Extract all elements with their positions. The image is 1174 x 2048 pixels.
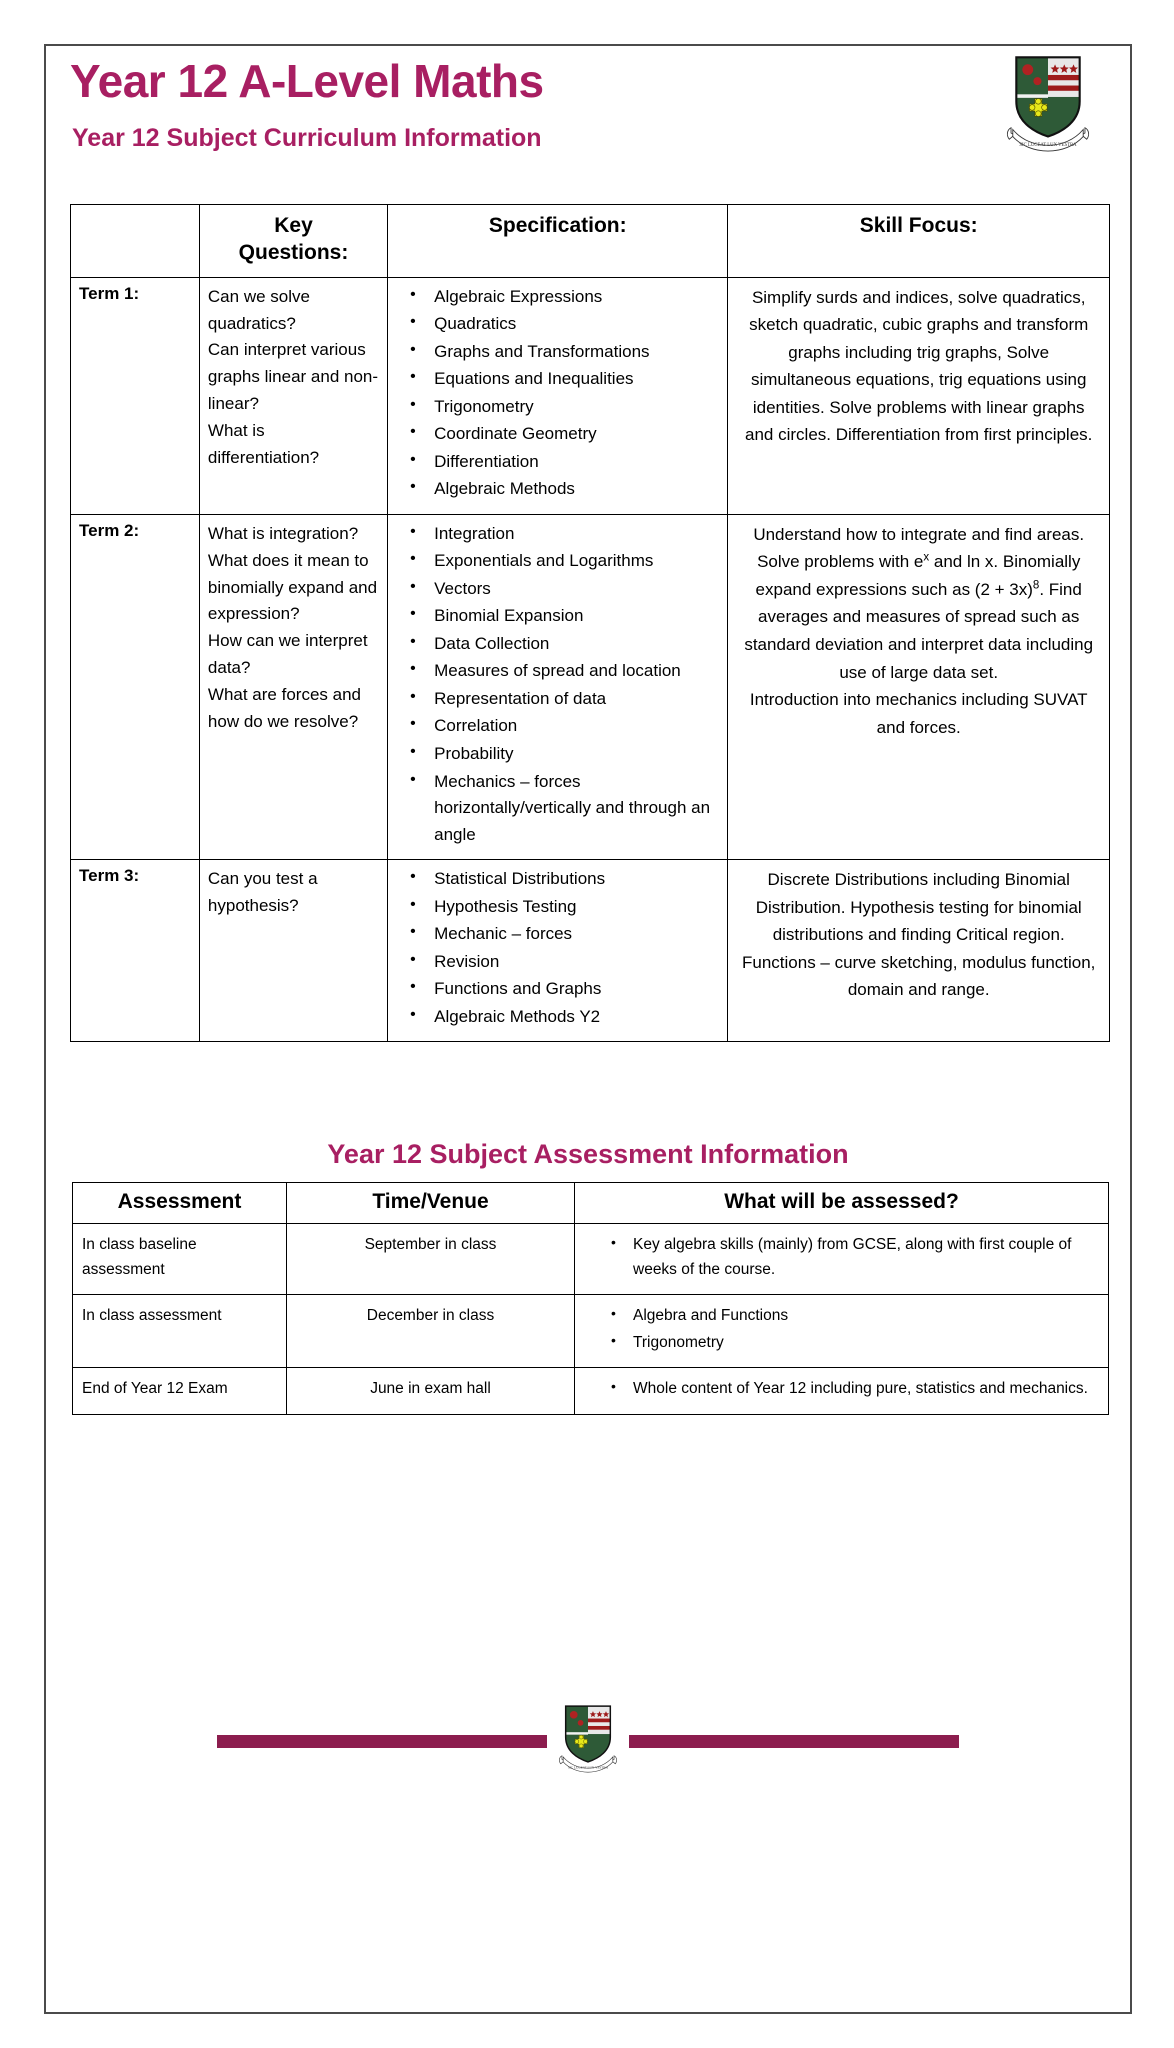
school-crest-icon: [557, 1702, 619, 1781]
list-item: • Trigonometry: [434, 394, 719, 421]
specification-cell: [388, 514, 728, 859]
footer-rule-left: [217, 1735, 547, 1748]
list-item: • Mechanics – forces horizontally/vertically and through an angle: [434, 769, 719, 849]
document-header: [46, 46, 1130, 196]
assessment-header-row: [73, 1183, 1109, 1224]
skill-focus-cell: [728, 514, 1110, 859]
curriculum-table-body: [71, 277, 1110, 1041]
list-item: • Exponentials and Logarithms: [434, 548, 719, 575]
table-row: [73, 1368, 1109, 1414]
list-item: • Correlation: [434, 713, 719, 740]
specification-cell: [388, 277, 728, 514]
list-item: • Key algebra skills (mainly) from GCSE, along with first couple of weeks of the course.: [633, 1232, 1100, 1282]
key-question: Can we solve quadratics?: [207, 286, 310, 333]
document-footer: [46, 1686, 1130, 1796]
list-item: • Probability: [434, 741, 719, 768]
key-question: What are forces and how do we resolve?: [207, 685, 361, 731]
assessment-name: In class baseline assessment: [73, 1224, 287, 1295]
column-header-assessment: Assessment: [73, 1183, 287, 1224]
table-row: [73, 1224, 1109, 1295]
list-item: • Differentiation: [434, 449, 719, 476]
table-header-row: [71, 205, 1110, 278]
column-header-time-venue: Time/Venue: [287, 1183, 575, 1224]
list-item: • Revision: [434, 949, 719, 976]
specification-cell: [388, 860, 728, 1042]
list-item: • Integration: [434, 521, 719, 548]
list-item: • Algebraic Methods: [434, 476, 719, 503]
key-questions-line2: Questions:: [238, 240, 349, 264]
assessment-content: [575, 1368, 1109, 1414]
svg-text:SIC LUCEAT LUX VESTRA: SIC LUCEAT LUX VESTRA: [567, 1765, 609, 1770]
column-header-term: [71, 205, 200, 278]
list-item: • Algebraic Methods Y2: [434, 1004, 719, 1031]
assessment-content: [575, 1295, 1109, 1368]
assessment-time: December in class: [287, 1295, 575, 1368]
skill-focus-paragraph: Introduction into mechanics including SUVAT and forces.: [749, 690, 1088, 737]
list-item: • Hypothesis Testing: [434, 894, 719, 921]
list-item: • Algebraic Expressions: [434, 284, 719, 311]
table-row: [71, 514, 1110, 859]
key-questions-line1: Key: [274, 214, 313, 237]
assessment-content: [575, 1224, 1109, 1295]
table-row: [71, 277, 1110, 514]
list-item: • Quadratics: [434, 311, 719, 338]
assessment-table-body: [73, 1224, 1109, 1415]
list-item: • Functions and Graphs: [434, 976, 719, 1003]
assessment-name: In class assessment: [73, 1295, 287, 1368]
svg-text:SIC LUCEAT LUX VESTRA: SIC LUCEAT LUX VESTRA: [1019, 143, 1077, 149]
key-question: What is differentiation?: [207, 421, 320, 467]
key-question: What does it mean to binomially expand and expression?: [207, 550, 378, 624]
document-page: [44, 44, 1132, 2014]
list-item: • Data Collection: [434, 631, 719, 658]
page-title: Year 12 A-Level Maths: [70, 55, 544, 107]
term-label: Term 2:: [71, 514, 200, 859]
table-row: [73, 1295, 1109, 1368]
key-questions-cell: [199, 277, 387, 514]
key-questions-cell: [199, 860, 387, 1042]
key-question: Can interpret various graphs linear and non-linear?: [207, 340, 379, 414]
key-question: Can you test a hypothesis?: [207, 869, 318, 915]
list-item: • Trigonometry: [633, 1330, 1100, 1355]
skill-focus-cell: [728, 860, 1110, 1042]
key-question: How can we interpret data?: [207, 631, 368, 678]
column-header-specification: Specification:: [388, 205, 728, 278]
list-item: • Algebra and Functions: [633, 1303, 1100, 1328]
curriculum-table: [70, 204, 1110, 1042]
key-question: What is integration?: [207, 523, 359, 543]
list-item: • Statistical Distributions: [434, 866, 719, 893]
column-header-skill-focus: Skill Focus:: [728, 205, 1110, 278]
list-item: • Graphs and Transformations: [434, 339, 719, 366]
assessment-heading: Year 12 Subject Assessment Information: [327, 1139, 849, 1169]
term-label: Term 3:: [71, 860, 200, 1042]
key-questions-cell: [199, 514, 387, 859]
school-crest-icon: [1004, 52, 1092, 156]
table-row: [71, 860, 1110, 1042]
skill-focus-paragraph: Understand how to integrate and find areas. Solve problems with $e^x$ and ln x. Binomially expand expressions such as $(2 + 3x)^8$. Find averages and measures of spread such as standard deviation and interpret data including use of large data set.: [744, 524, 1094, 682]
footer-rule-right: [629, 1735, 959, 1748]
list-item: • Equations and Inequalities: [434, 366, 719, 393]
list-item: • Mechanic – forces: [434, 921, 719, 948]
page-subtitle: Year 12 Subject Curriculum Information: [72, 124, 542, 152]
list-item: • Coordinate Geometry: [434, 421, 719, 448]
assessment-table: [72, 1182, 1109, 1415]
skill-focus-paragraph: Discrete Distributions including Binomial Distribution. Hypothesis testing for binomial distributions and finding Critical region.: [755, 870, 1082, 945]
column-header-key-questions: [199, 205, 387, 278]
list-item: • Whole content of Year 12 including pure, statistics and mechanics.: [633, 1376, 1100, 1401]
skill-focus-cell: [728, 277, 1110, 514]
assessment-time: September in class: [287, 1224, 575, 1295]
skill-focus-paragraph: Simplify surds and indices, solve quadratics, sketch quadratic, cubic graphs and transform graphs including trig graphs, Solve simultaneous equations, trig equations using identities. Solve problems with linear graphs and circles. Differentiation from first principles.: [745, 287, 1093, 445]
list-item: • Measures of spread and location: [434, 658, 719, 685]
skill-focus-paragraph: Functions – curve sketching, modulus function, domain and range.: [742, 952, 1096, 1000]
list-item: • Vectors: [434, 576, 719, 603]
list-item: • Representation of data: [434, 686, 719, 713]
column-header-what-assessed: What will be assessed?: [575, 1183, 1109, 1224]
list-item: • Binomial Expansion: [434, 603, 719, 630]
term-label: Term 1:: [71, 277, 200, 514]
assessment-time: June in exam hall: [287, 1368, 575, 1414]
assessment-name: End of Year 12 Exam: [73, 1368, 287, 1414]
